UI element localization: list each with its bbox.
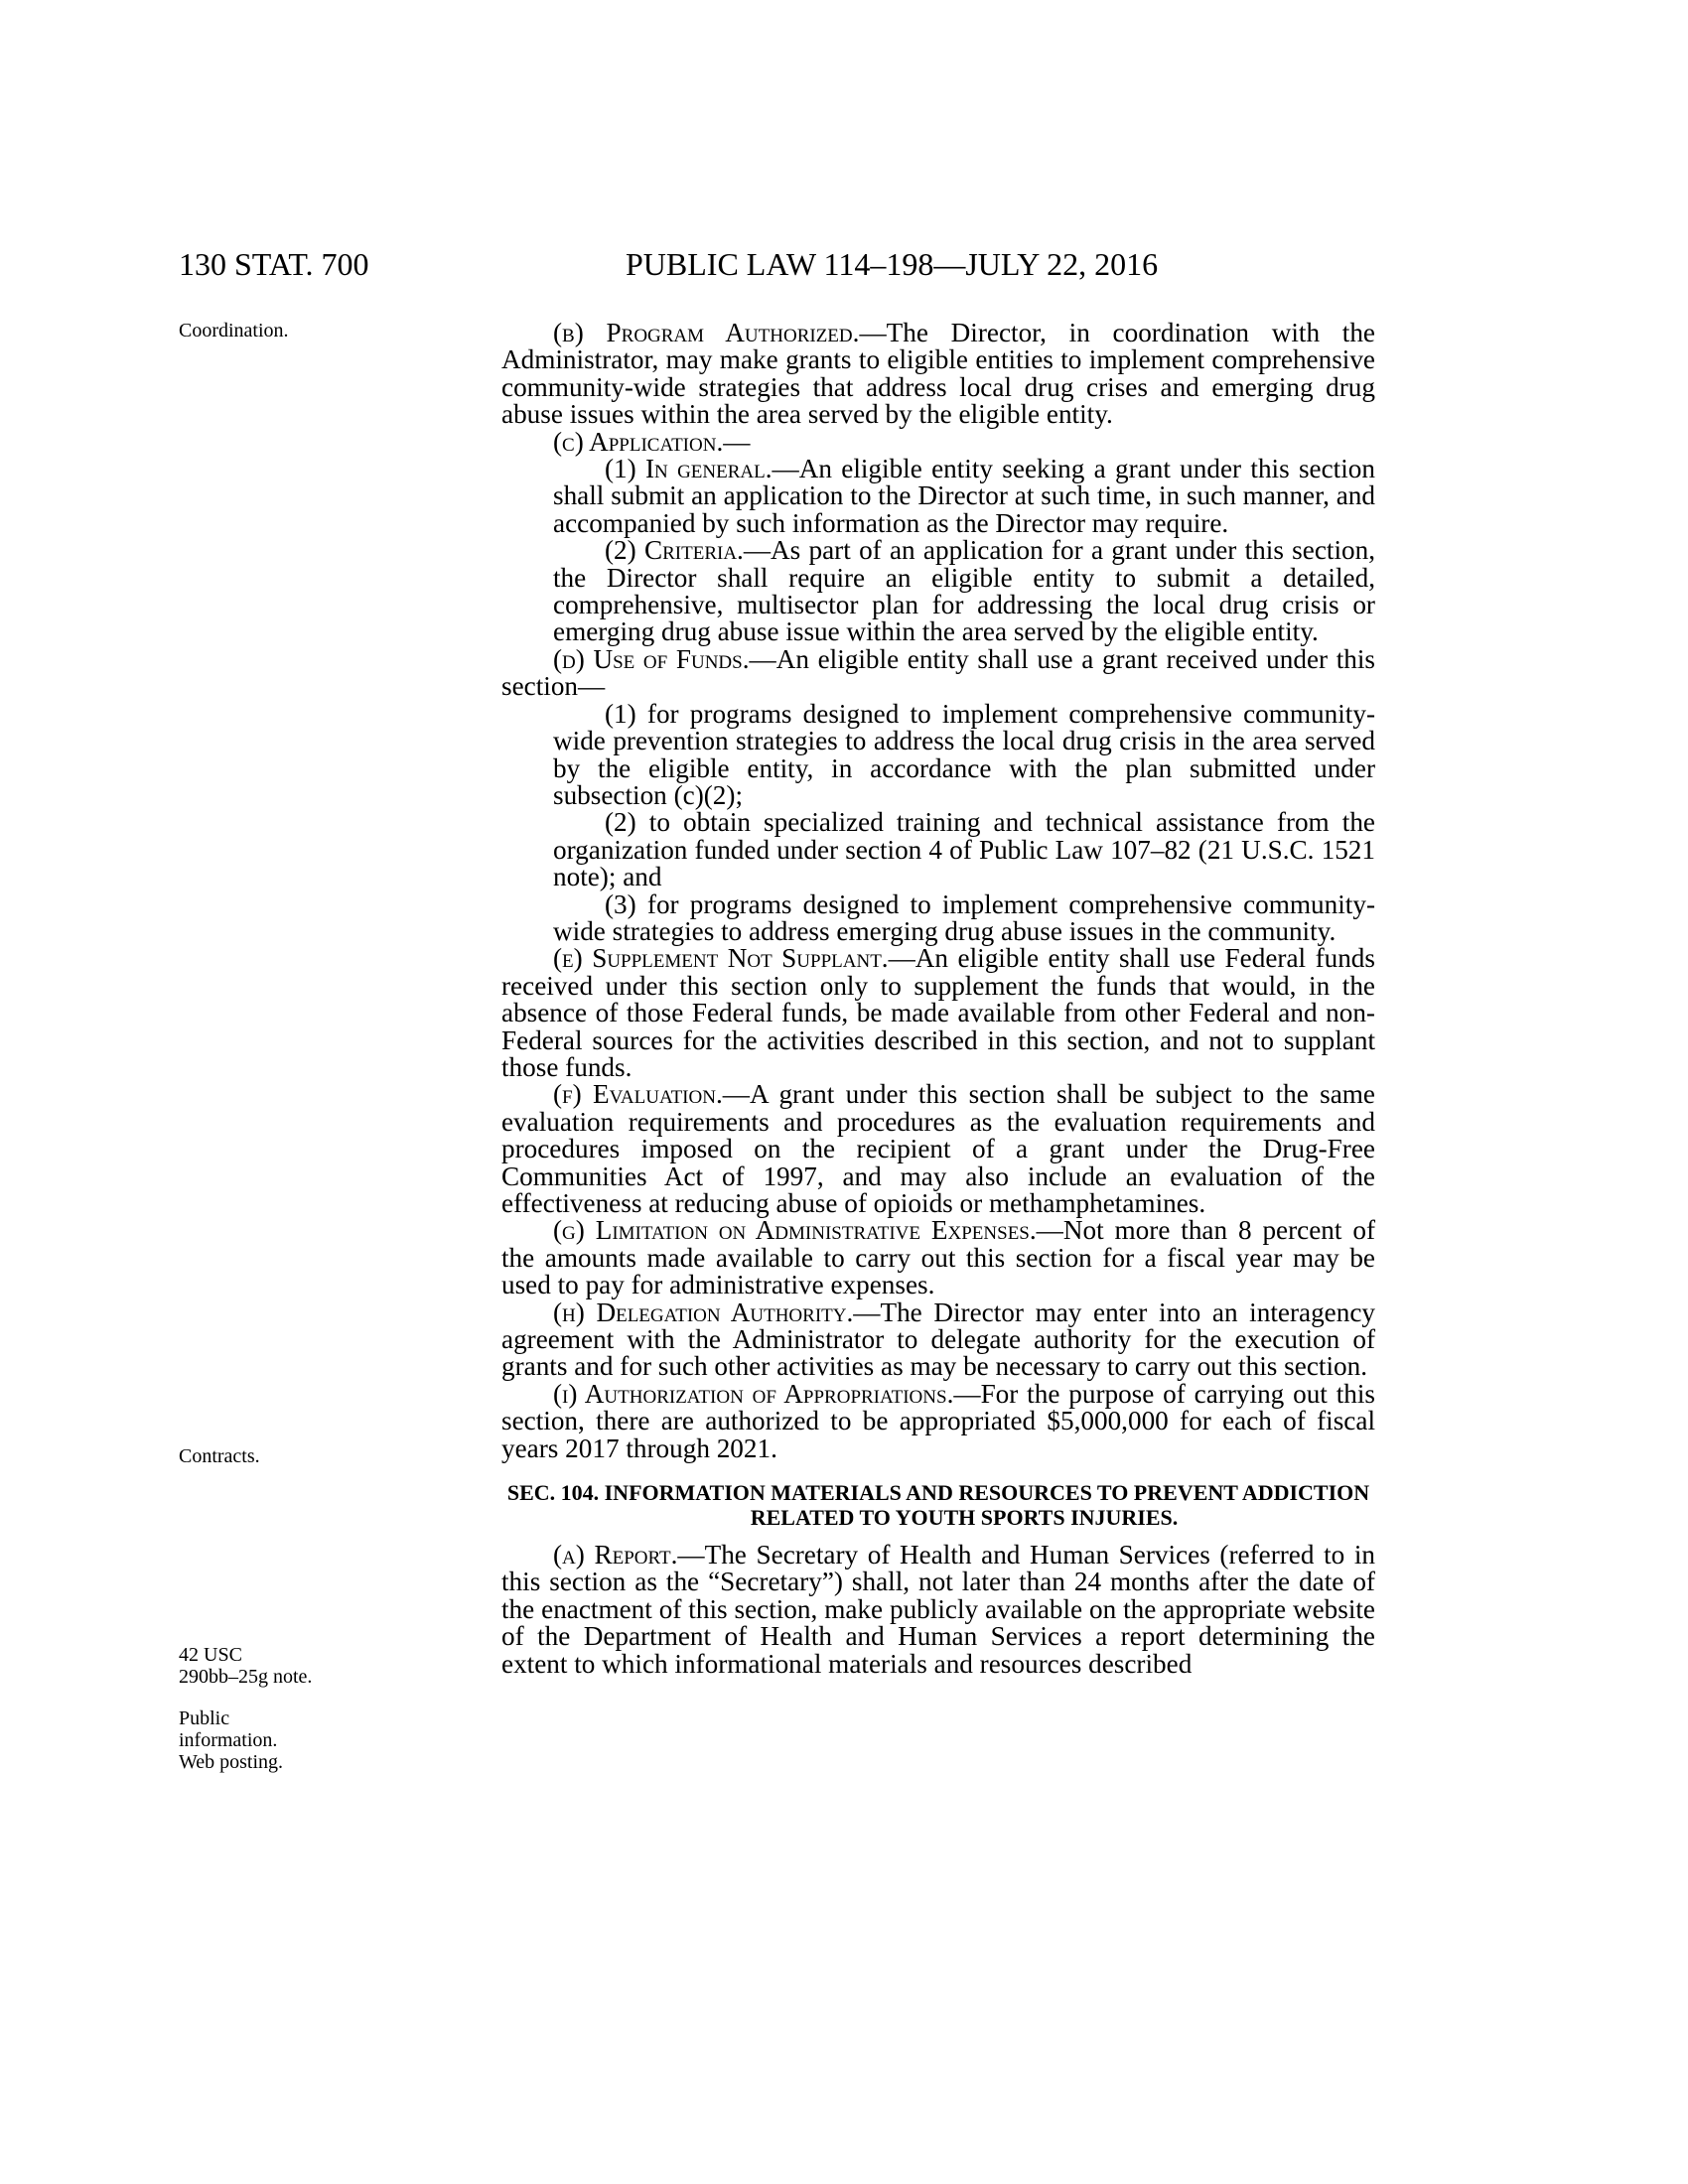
paragraph-c-heading: (c) Application. [553, 426, 724, 457]
usc-line-1: 42 USC [179, 1644, 242, 1666]
paragraph-f-text: —A grant under this section shall be subject to the same evaluation requirements and procedures as the evaluation requirements and procedures imposed on the recipient of a grant under the Drug-Free Communities Act of 1997, and may also include an evaluation of the effectiveness at reducing abuse of opioids or methamphetamines. [501, 1079, 1376, 1218]
margin-note-usc [179, 1644, 312, 1688]
paragraph-a [501, 1542, 1375, 1678]
paragraph-c1-text: —An eligible entity seeking a grant under this section shall submit an application to the Director at such time, in such manner, and accompanied by such information as the Director may require. [553, 454, 1375, 538]
paragraph-d1: (1) for programs designed to implement comprehensive community-wide prevention strategies to address the local drug crisis in the area served by the eligible entity, in accordance with the plan submitted under subsection (c)(2); [553, 698, 1375, 810]
paragraph-d-text: —An eligible entity shall use a grant received under this section— [501, 643, 1375, 702]
paragraph-e [501, 945, 1375, 1081]
paragraph-c-text: — [723, 426, 751, 457]
paragraph-g [501, 1217, 1375, 1298]
paragraph-d-heading: (d) Use of Funds. [553, 643, 750, 674]
paragraph-a-text: —The Secretary of Health and Human Services (referred to in this section as the “Secretary”) shall, not later than 24 months after the date of the enactment of this section, make publicly available on the appropriate website of the Department of Health and Human Services a report determining the extent to which informational materials and resources described [501, 1540, 1375, 1679]
public-line-3: Web posting. [179, 1751, 284, 1773]
usc-line-2: 290bb–25g note. [179, 1666, 313, 1688]
paragraph-d [501, 643, 1375, 702]
paragraph-a-heading: (a) Report. [553, 1540, 678, 1570]
paragraph-c2-heading: (2) Criteria. [605, 535, 744, 566]
public-line-2: information. [179, 1729, 278, 1751]
paragraph-h [501, 1299, 1375, 1381]
paragraph-h-heading: (h) Delegation Authority. [553, 1297, 854, 1327]
paragraph-g-text: —Not more than 8 percent of the amounts made available to carry out this section for a fiscal year may be used to pay for administrative expenses. [501, 1215, 1375, 1300]
paragraph-i-text: —For the purpose of carrying out this section, there are authorized to be appropriated $5,000,000 for each of fiscal years 2017 through 2021. [501, 1378, 1375, 1463]
paragraph-c2-text: —As part of an application for a grant under this section, the Director shall require an eligible entity to submit a detailed, comprehensive, multisector plan for addressing the local drug crisis or emerging drug abuse issue within the area served by the eligible entity. [553, 535, 1375, 647]
paragraph-f [501, 1081, 1375, 1217]
paragraph-i [501, 1378, 1375, 1463]
page-header [179, 246, 1370, 296]
paragraph-i-heading: (i) Authorization of Appropriations. [553, 1378, 954, 1409]
paragraph-e-text: —An eligible entity shall use Federal funds received under this section only to supplement the funds that would, in the absence of those Federal funds, be made available from other Federal and non-Federal sources for the activities described in this section, and not to supplant those funds. [501, 943, 1375, 1082]
statute-body [501, 320, 1375, 1678]
paragraph-c2 [501, 537, 1375, 646]
paragraph-b-text: —The Director, in coordination with the Administrator, may make grants to eligible entities to implement comprehensive community-wide strategies that address local drug crises and emerging drug abuse issues within the area served by the eligible entity. [501, 318, 1376, 430]
paragraph-h-text: —The Director may enter into an interagency agreement with the Administrator to delegate authority for the execution of grants and for such other activities as may be necessary to carry out this section. [501, 1297, 1375, 1382]
paragraph-b [501, 320, 1375, 429]
paragraph-f-heading: (f) Evaluation. [553, 1079, 723, 1110]
margin-note-contracts: Contracts. [179, 1445, 260, 1467]
paragraph-d3: (3) for programs designed to implement comprehensive community-wide strategies to address emerging drug abuse issues in the community. [553, 888, 1375, 946]
stat-page-number: 130 STAT. 700 [179, 246, 369, 282]
paragraph-c1 [501, 456, 1375, 537]
paragraph-c [501, 426, 1375, 457]
paragraph-g-heading: (g) Limitation on Administrative Expenses. [553, 1215, 1037, 1246]
paragraph-c1-heading: (1) In general. [605, 454, 773, 484]
paragraph-e-heading: (e) Supplement Not Supplant. [553, 943, 889, 974]
public-line-1: Public [179, 1707, 230, 1729]
paragraph-b-heading: (b) Program Authorized. [553, 318, 860, 347]
margin-note-coordination: Coordination. [179, 320, 289, 341]
running-title: PUBLIC LAW 114–198—JULY 22, 2016 [626, 246, 1159, 282]
paragraph-d2: (2) to obtain specialized training and technical assistance from the organization funded under section 4 of Public Law 107–82 (21 U.S.C. 1521 note); and [553, 807, 1375, 892]
section-104-heading: SEC. 104. INFORMATION MATERIALS AND RESOURCES TO PREVENT ADDICTION RELATED TO YOUTH SPORTS INJURIES. [506, 1480, 1370, 1531]
margin-note-public-information [179, 1707, 283, 1773]
